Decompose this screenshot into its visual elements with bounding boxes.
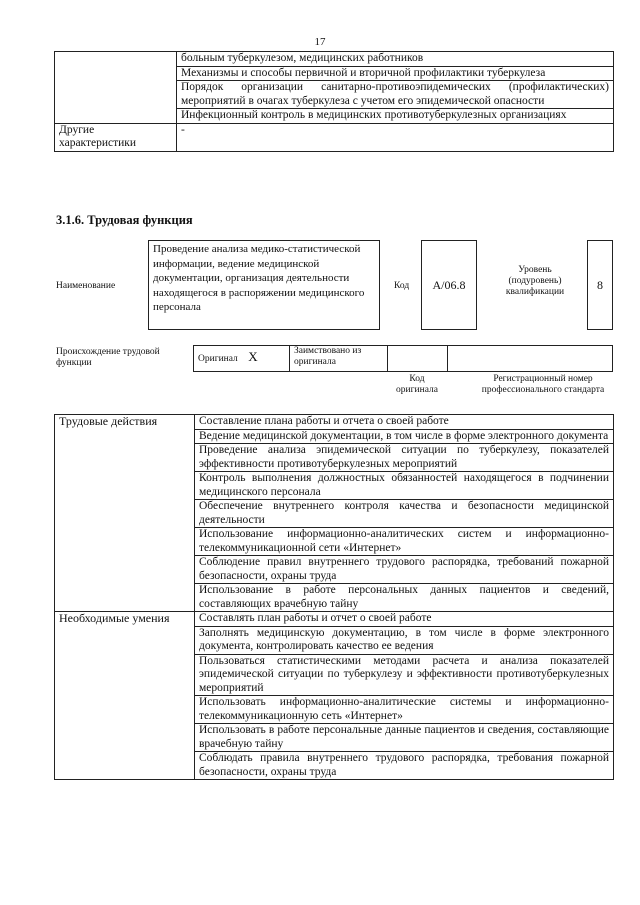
other-characteristics-label: Другие характеристики (55, 123, 177, 151)
skill-item: Использовать в работе персональные данные пациентов и сведения, составляющие врачебную тайну (195, 724, 614, 752)
skill-item: Заполнять медицинскую документацию, в том числе в форме электронного документа, контролировать качество ее ведения (195, 626, 614, 654)
borrowed-label: Заимствовано из оригинала (290, 346, 388, 372)
code-box (421, 240, 477, 330)
required-skills-label: Необходимые умения (55, 612, 195, 780)
labor-action-item: Проведение анализа эпидемической ситуации по туберкулезу, показателей эффективности противотуберкулезных мероприятий (195, 444, 614, 472)
level-label: Уровень (подуровень) квалификации (505, 265, 565, 297)
top-table-label (55, 52, 177, 124)
origin-original-cell (194, 346, 290, 372)
top-table-item: Инфекционный контроль в медицинских противотуберкулезных организациях (177, 109, 614, 124)
labor-action-item: Использование в работе персональных данных пациентов и сведений, составляющих врачебную тайну (195, 584, 614, 612)
function-name-box (148, 240, 380, 330)
skill-item: Составлять план работы и отчет о своей работе (195, 612, 614, 627)
reg-caption: Регистрационный номер профессионального стандарта (481, 374, 605, 395)
labor-action-item: Ведение медицинской документации, в том числе в форме электронного документа (195, 429, 614, 444)
labor-action-item: Контроль выполнения должностных обязанностей находящегося в подчинении медицинского персонала (195, 472, 614, 500)
labor-action-item: Использование информационно-аналитических систем и информационно-телекоммуникационной сети «Интернет» (195, 528, 614, 556)
origin-table (193, 345, 613, 372)
code-caption: Код оригинала (396, 374, 438, 395)
labor-action-item: Обеспечение внутреннего контроля качества и безопасности медицинской деятельности (195, 500, 614, 528)
skill-item: Использовать информационно-аналитические системы и информационно-телекоммуникационную сеть «Интернет» (195, 696, 614, 724)
code-label: Код (394, 281, 410, 291)
page-number: 17 (314, 36, 326, 48)
level-box (587, 240, 613, 330)
labor-action-item: Соблюдение правил внутреннего трудового распорядка, требований пожарной безопасности, охраны труда (195, 556, 614, 584)
labor-actions-label: Трудовые действия (55, 415, 195, 612)
skill-item: Пользоваться статистическими методами расчета и анализа показателей эпидемической ситуации по туберкулезу и эффективности противотуберкулезных мероприятий (195, 654, 614, 696)
origin-label: Происхождение трудовой функции (56, 347, 160, 368)
top-table-item: Механизмы и способы первичной и вторичной профилактики туберкулеза (177, 66, 614, 81)
top-table-item: Порядок организации санитарно-противоэпидемических (профилактических) мероприятий в очагах туберкулеза с учетом его эпидемической опасности (177, 81, 614, 109)
labor-action-item: Составление плана работы и отчета о своей работе (195, 415, 614, 430)
skill-item: Соблюдать правила внутреннего трудового распорядка, требования пожарной безопасности, охраны труда (195, 752, 614, 780)
main-table (54, 414, 614, 780)
function-name-value: Проведение анализа медико-статистической информации, ведение медицинской документации, организация деятельности находящегося в распоряжении медицинского персонала (153, 243, 365, 313)
other-characteristics-value: - (177, 123, 614, 151)
origin-code-cell (388, 346, 448, 372)
original-label: Оригинал (198, 354, 238, 365)
code-value: А/06.8 (432, 277, 466, 292)
original-mark: X (248, 349, 258, 365)
name-label: Наименование (56, 281, 116, 291)
level-value: 8 (597, 277, 603, 292)
origin-reg-cell (448, 346, 613, 372)
top-table-item: больным туберкулезом, медицинских работников (177, 52, 614, 67)
top-table (54, 51, 614, 152)
section-heading: 3.1.6. Трудовая функция (56, 213, 193, 227)
